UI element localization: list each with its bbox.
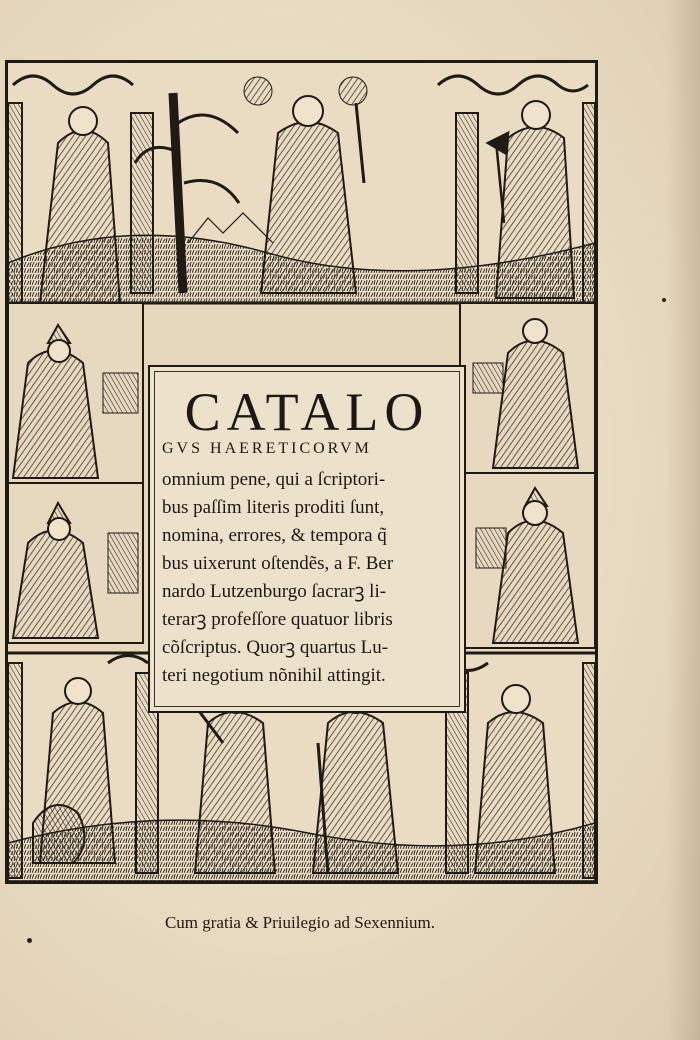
title-headline: CATALO: [184, 382, 430, 442]
ink-speck: [662, 298, 666, 302]
title-line-9: teri negotium nõnihil attingit.: [162, 665, 386, 686]
title-line-6: nardo Lutzenburgo ſacrarꝫ li-: [162, 581, 387, 602]
top-panel: [8, 63, 595, 303]
title-line-8: cõſcriptus. Quorꝫ quartus Lu-: [162, 637, 389, 658]
privilege-imprint: Cum gratia & Priuilegio ad Sexennium.: [164, 913, 436, 932]
page-edge-shadow: [666, 0, 700, 1040]
left-panels: [8, 303, 143, 643]
title-line-1: GVS HAERETICORVM: [162, 440, 372, 457]
title-line-2: omnium pene, qui a ſcriptori-: [162, 469, 386, 490]
woodcut-title-border: [5, 60, 598, 884]
title-line-5: bus uixerunt oſtendẽs, a F. Ber: [162, 553, 394, 574]
title-line-7: terarꝫ profeſſore quatuor libris: [162, 609, 393, 630]
title-line-3: bus paſſim literis proditi ſunt,: [162, 497, 385, 518]
right-panels: [460, 303, 595, 648]
ink-speck: [27, 938, 32, 943]
title-line-4: nomina, errores, & tempora q̃: [162, 525, 387, 546]
title-cartouche: [148, 365, 466, 713]
